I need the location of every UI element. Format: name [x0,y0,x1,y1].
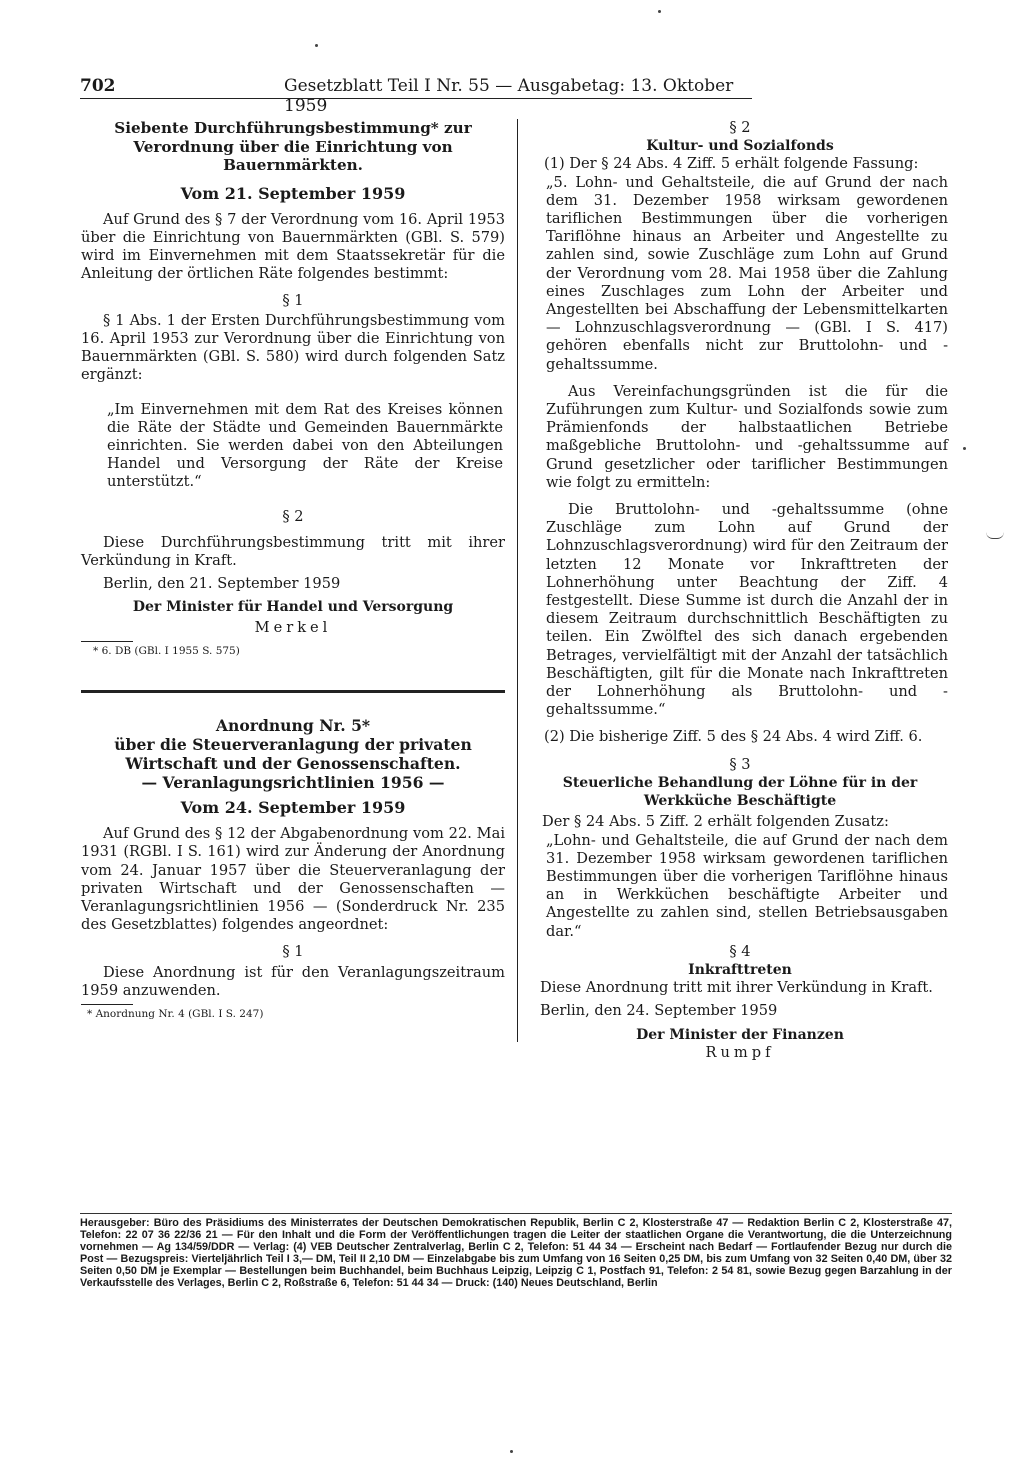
doc2-block [81,716,505,1021]
doc1-place-date: Berlin, den 21. September 1959 [103,575,341,593]
doc1-date: Vom 21. September 1959 [180,183,406,203]
doc2-footnote: * Anordnung Nr. 4 (GBl. I S. 247) [87,1008,264,1021]
section3-para1: Der § 24 Abs. 5 Ziff. 2 erhält folgenden Zusatz: [542,813,889,831]
section2-quote2: Aus Vereinfachungsgründen ist die für die Zuführungen zum Kultur- und Sozialfonds sowie zum Prämienfonds der halbstaatlichen Betriebe maßgebliche Bruttolohn- und -gehaltssumme auf Grund gesetzlicher oder tariflicher Bestimmungen wie folgt zu ermitteln: [546,382,948,491]
footnote-rule [81,641,133,642]
imprint-rule [80,1213,952,1214]
right-place-date: Berlin, den 24. September 1959 [540,1002,778,1020]
print-speck [315,44,318,47]
doc1-footnote: * 6. DB (GBl. I 1955 S. 575) [93,644,240,657]
doc1-title: Siebente Durchführungsbestimmung* zur Verordnung über die Einrichtung von Bauernmärkten. [114,119,472,174]
doc2-subtitle: — Veranlagungsrichtlinien 1956 — [141,773,445,792]
column-divider [517,119,518,1042]
doc1-section1-text: § 1 Abs. 1 der Ersten Durchführungsbestimmung vom 16. April 1953 zur Verordnung über die Einrichtung von Bauernmärkten (GBl. S. 580) wird durch folgenden Satz ergänzt: [81,311,505,384]
section2-para1: (1) Der § 24 Abs. 4 Ziff. 5 erhält folgende Fassung: [544,155,919,173]
document-separator [81,690,505,693]
section2-quote1: „5. Lohn- und Gehaltsteile, die auf Grund der nach dem 31. Dezember 1958 wirksam gewordenen tariflichen Bestimmungen über die vorherigen Tariflöhne hinaus an Arbeiter und Angestellte zu zahlen sind, sowie Zuschläge zum Lohn auf Grund der Verordnung vom 28. Mai 1958 über die Zahlung eines Zuschlages zum Lohn der Arbeiter und Angestellten bei Abschaffung der Lebensmittelkarten — Lohnzuschlagsverordnung — (GBl. I S. 417) gehören ebenfalls nicht zur Bruttolohn- und -gehaltssumme. [546,173,948,373]
doc2-section1-heading: § 1 [282,943,304,961]
doc1-signatory-title: Der Minister für Handel und Versorgung [132,599,454,616]
margin-mark [986,532,1004,539]
doc1-section1-heading: § 1 [282,291,304,309]
section2-para2: (2) Die bisherige Ziff. 5 des § 24 Abs. 4 wird Ziff. 6. [544,727,923,745]
right-signatory-name: Rumpf [705,1043,775,1061]
section4-heading: § 4 [729,942,751,960]
section2-heading: § 2 [729,119,751,136]
doc1-section1-quote: „Im Einvernehmen mit dem Rat des Kreises können die Räte der Städte und Gemeinden Bauernmärkte einrichten. Sie werden dabei von den Abteilungen Handel und Versorgung der Räte der Kreise unterstützt.“ [107,400,503,491]
section2-title: Kultur- und Sozialfonds [646,138,834,155]
header-title: Gesetzblatt Teil I Nr. 55 — Ausgabetag: 13. Oktober 1959 [284,76,734,116]
doc2-section1-text: Diese Anordnung ist für den Veranlagungszeitraum 1959 anzuwenden. [81,963,505,999]
header-rule [80,98,752,99]
right-column [530,119,950,1062]
doc2-title-line2: über die Steuerveranlagung der privaten Wirtschaft und der Genossenschaften. [114,735,472,773]
page-number: 702 [80,76,116,96]
section3-heading: § 3 [729,755,751,773]
right-signatory-title: Der Minister der Finanzen [636,1026,844,1043]
doc1-intro: Auf Grund des § 7 der Verordnung vom 16. April 1953 über die Einrichtung von Bauernmärkten (GBl. S. 579) wird im Einvernehmen mit dem Staatssekretär für die Anleitung der örtlichen Räte folgendes bestimmt: [81,210,505,283]
doc1-section2-heading: § 2 [282,507,304,525]
print-speck [963,447,966,450]
running-header [80,76,752,116]
doc1-signatory-name: Merkel [254,618,332,636]
section3-quote1: „Lohn- und Gehaltsteile, die auf Grund der nach dem 31. Dezember 1958 wirksam gewordenen tariflichen Bestimmungen über die vorherigen Tariflöhne hinaus an in Werkküchen beschäftigte Arbeiter und Angestellte zu zahlen sind, stellen Betriebsausgaben dar.“ [546,831,948,940]
doc2-title-line1: Anordnung Nr. 5* [215,716,371,735]
footnote-rule [81,1004,133,1005]
doc2-date: Vom 24. September 1959 [180,798,406,817]
section4-text: Diese Anordnung tritt mit ihrer Verkündung in Kraft. [540,979,933,997]
doc2-intro: Auf Grund des § 12 der Abgabenordnung vom 22. Mai 1931 (RGBl. I S. 161) wird zur Änderung der Anordnung vom 24. Januar 1957 über die Steuerveranlagung der privaten Wirtschaft und der Genossenschaften — Veranlagungsrichtlinien 1956 — (Sonderdruck Nr. 235 des Gesetzblattes) folgendes angeordnet: [81,825,505,934]
section3-title: Steuerliche Behandlung der Löhne für in der Werkküche Beschäftigte [562,774,918,810]
doc1-section2-text: Diese Durchführungsbestimmung tritt mit ihrer Verkündung in Kraft. [81,533,505,569]
section4-title: Inkrafttreten [688,961,792,978]
publisher-imprint: Herausgeber: Büro des Präsidiums des Ministerrates der Deutschen Demokratischen Republik, Berlin C 2, Klosterstraße 47 — Redaktion Berlin C 2, Klosterstraße 47, Telefon: 22 07 36 22/36 21 — Für den Inhalt und die Form der Veröffentlichungen tragen die Leiter der staatlichen Organe die Verantwortung, die die Unterzeichnung vornehmen — Ag 134/59/DDR — Verlag: (4) VEB Deutscher Zentralverlag, Berlin C 2, Telefon: 51 44 34 — Erscheint nach Bedarf — Fortlaufender Bezug nur durch die Post — Bezugspreis: Vierteljährlich Teil I 3,— DM, Teil II 2,10 DM — Einzelabgabe bis zum Umfang von 16 Seiten 0,25 DM, bis zum Umfang von 32 Seiten 0,40 DM, über 32 Seiten 0,50 DM je Exemplar — Bestellungen beim Buchhandel, beim Buchhaus Leipzig, Leipzig C 1, Postfach 91, Telefon: 2 54 81, sowie Bezug gegen Barzahlung in der Verkaufsstelle des Verlages, Berlin C 2, Roßstraße 6, Telefon: 51 44 34 — Druck: (140) Neues Deutschland, Berlin [80,1217,952,1289]
print-speck [510,1450,513,1453]
doc1-block [81,119,505,658]
print-speck [658,10,661,13]
section2-quote3: Die Bruttolohn- und -gehaltssumme (ohne Zuschläge zum Lohn auf Grund der Lohnzuschlagsverordnung) wird für den Zeitraum der letzten 12 Monate vor Inkrafttreten der Lohnerhöhung unter Beachtung der Ziff. 4 festgestellt. Diese Summe ist durch die Anzahl der in diesem Zeitraum durchschnittlich Beschäftigten zu teilen. Ein Zwölftel des sich danach ergebenden Betrages, vervielfältigt mit der Anzahl der tatsächlich Beschäftigten, gilt für die Monate nach Inkrafttreten der Lohnerhöhung als Bruttolohn- und -gehaltssumme.“ [546,501,948,719]
